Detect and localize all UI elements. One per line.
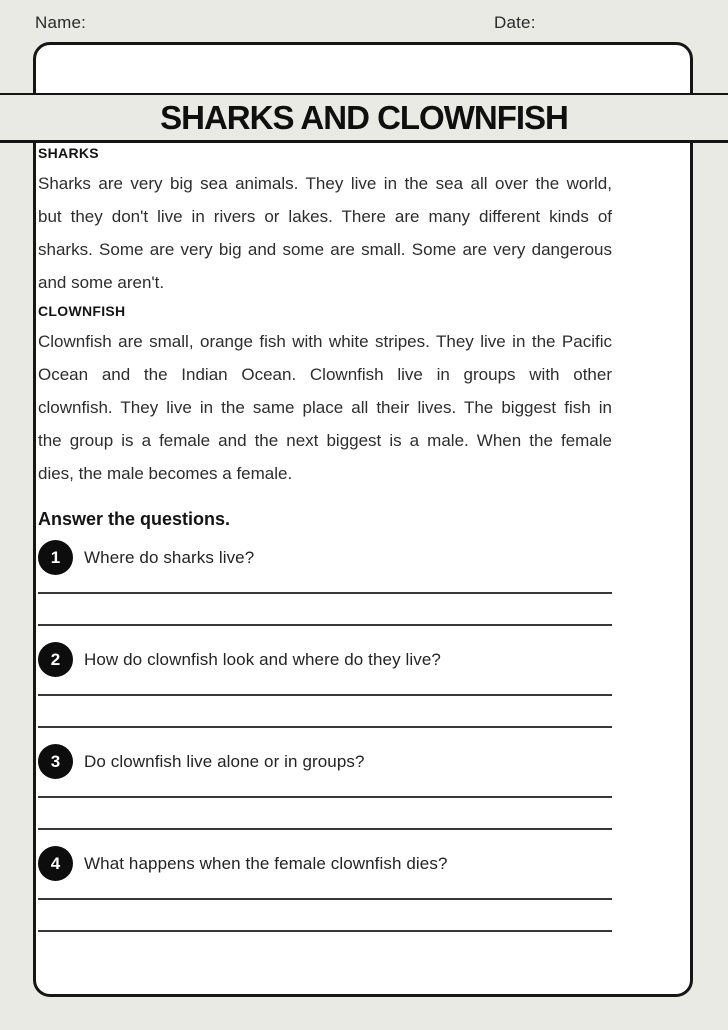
question-block-1 <box>38 540 612 626</box>
question-number-badge: 3 <box>38 744 73 779</box>
answer-write-line[interactable] <box>38 796 612 798</box>
answer-write-line[interactable] <box>38 930 612 932</box>
worksheet-title: SHARKS AND CLOWNFISH <box>160 98 568 136</box>
question-row <box>38 540 612 575</box>
passage-sharks <box>38 167 612 299</box>
question-block-3 <box>38 744 612 830</box>
answer-write-line[interactable] <box>38 624 612 626</box>
passage-line: and some aren't. <box>38 273 165 292</box>
passage-line: dies, the male becomes a female. <box>38 464 293 483</box>
question-block-2 <box>38 642 612 728</box>
answer-write-line[interactable] <box>38 694 612 696</box>
passage-clownfish <box>38 325 612 490</box>
worksheet-content <box>38 113 612 948</box>
passage-heading-sharks: SHARKS <box>38 145 99 161</box>
question-block-4 <box>38 846 612 932</box>
question-number-badge: 1 <box>38 540 73 575</box>
question-text: What happens when the female clownfish dies? <box>84 853 448 873</box>
answer-write-line[interactable] <box>38 828 612 830</box>
answer-write-line[interactable] <box>38 726 612 728</box>
question-text: How do clownfish look and where do they live? <box>84 649 441 669</box>
answer-write-line[interactable] <box>38 898 612 900</box>
question-text: Do clownfish live alone or in groups? <box>84 751 365 771</box>
date-label: Date: <box>494 13 536 32</box>
name-date-row <box>35 13 683 39</box>
passage-line: sharks. Some are very big and some are small. Some are very dangerous <box>38 240 612 259</box>
name-label: Name: <box>35 13 87 32</box>
question-number-badge: 2 <box>38 642 73 677</box>
passage-line: Ocean and the Indian Ocean. Clownfish live in groups with other <box>38 365 612 384</box>
title-banner <box>0 93 728 143</box>
passage-line: Sharks are very big sea animals. They live in the sea all over the world, <box>38 174 612 193</box>
question-text: Where do sharks live? <box>84 547 255 567</box>
passage-heading-clownfish: CLOWNFISH <box>38 303 126 319</box>
passage-line: the group is a female and the next biggest is a male. When the female <box>38 431 612 450</box>
passage-line: but they don't live in rivers or lakes. There are many different kinds of <box>38 207 612 226</box>
question-number-badge: 4 <box>38 846 73 881</box>
passage-line: Clownfish are small, orange fish with white stripes. They live in the Pacific <box>38 332 612 351</box>
name-fill-in-blank[interactable] <box>95 13 395 37</box>
question-row <box>38 846 612 881</box>
passage-line: clownfish. They live in the same place all their lives. The biggest fish in <box>38 398 612 417</box>
date-fill-in-blank[interactable] <box>547 13 647 37</box>
answer-instruction: Answer the questions. <box>38 509 231 529</box>
question-row <box>38 744 612 779</box>
answer-write-line[interactable] <box>38 592 612 594</box>
question-row <box>38 642 612 677</box>
